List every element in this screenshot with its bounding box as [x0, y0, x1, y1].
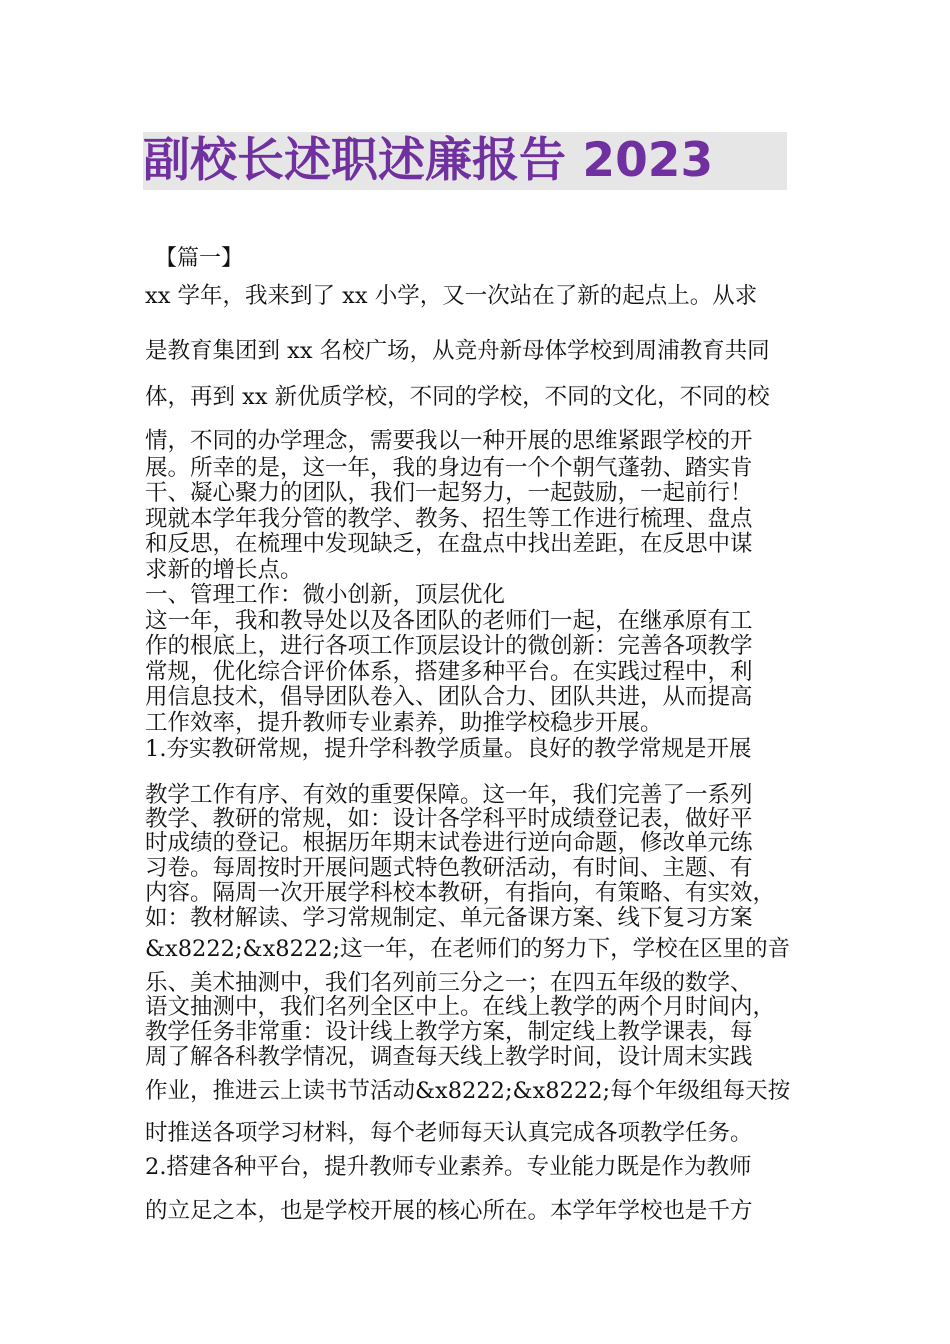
- body-line: 作业，推进云上读书节活动&x8222;&x8222;每个年级组每天按: [145, 1078, 791, 1104]
- body-line: 语文抽测中，我们名列全区中上。在线上教学的两个月时间内，: [145, 994, 776, 1020]
- body-line: 2.搭建各种平台，提升教师专业素养。专业能力既是作为教师: [145, 1154, 752, 1180]
- body-line: 习卷。每周按时开展问题式特色教研活动，有时间、主题、有: [145, 855, 753, 881]
- body-line: 体，再到 xx 新优质学校，不同的学校，不同的文化，不同的校: [145, 384, 770, 410]
- body-line: 情，不同的办学理念，需要我以一种开展的思维紧跟学校的开: [145, 428, 753, 454]
- body-line: 内容。隔周一次开展学科校本教研，有指向，有策略、有实效，: [145, 880, 776, 906]
- body-line: 作的根底上，进行各项工作顶层设计的微创新：完善各项教学: [145, 633, 753, 659]
- body-line: 周了解各科教学情况，调查每天线上教学时间，设计周末实践: [145, 1044, 753, 1070]
- body-line: 和反思，在梳理中发现缺乏，在盘点中找出差距，在反思中谋: [145, 531, 753, 557]
- body-line: xx 学年，我来到了 xx 小学，又一次站在了新的起点上。从求: [145, 283, 758, 309]
- body-line: 干、凝心聚力的团队，我们一起努力，一起鼓励，一起前行！: [145, 480, 753, 506]
- body-line: 乐、美术抽测中，我们名列前三分之一；在四五年级的数学、: [145, 970, 753, 996]
- body-line: 展。所幸的是，这一年，我的身边有一个个朝气蓬勃、踏实肯: [145, 455, 753, 481]
- document-title: 副校长述职述廉报告 2023: [143, 132, 787, 190]
- body-line: 现就本学年我分管的教学、教务、招生等工作进行梳理、盘点: [145, 506, 753, 532]
- body-line: &x8222;&x8222;这一年，在老师们的努力下，学校在区里的音: [145, 936, 791, 962]
- body-line: 教学任务非常重：设计线上教学方案，制定线上教学课表，每: [145, 1019, 753, 1045]
- body-line: 教学工作有序、有效的重要保障。这一年，我们完善了一系列: [145, 782, 753, 808]
- section-label: 【篇一】: [155, 246, 244, 271]
- body-line: 的立足之本，也是学校开展的核心所在。本学年学校也是千方: [145, 1198, 753, 1224]
- body-line: 教学、教研的常规，如：设计各学科平时成绩登记表，做好平: [145, 806, 753, 832]
- body-line: 1.夯实教研常规，提升学科教学质量。良好的教学常规是开展: [145, 736, 752, 762]
- body-line: 求新的增长点。: [145, 557, 303, 583]
- body-line: 工作效率，提升教师专业素养，助推学校稳步开展。: [145, 710, 663, 736]
- body-line: 如：教材解读、学习常规制定、单元备课方案、线下复习方案: [145, 905, 753, 931]
- body-line: 常规，优化综合评价体系，搭建多种平台。在实践过程中，利: [145, 659, 753, 685]
- body-line: 时推送各项学习材料，每个老师每天认真完成各项教学任务。: [145, 1120, 753, 1146]
- body-line: 时成绩的登记。根据历年期末试卷进行逆向命题，修改单元练: [145, 830, 753, 856]
- body-line: 一、管理工作：微小创新，顶层优化: [145, 582, 506, 608]
- body-line: 用信息技术，倡导团队卷入、团队合力、团队共进，从而提高: [145, 684, 753, 710]
- body-line: 这一年，我和教导处以及各团队的老师们一起，在继承原有工: [145, 608, 753, 634]
- body-line: 是教育集团到 xx 名校广场，从竞舟新母体学校到周浦教育共同: [145, 338, 770, 364]
